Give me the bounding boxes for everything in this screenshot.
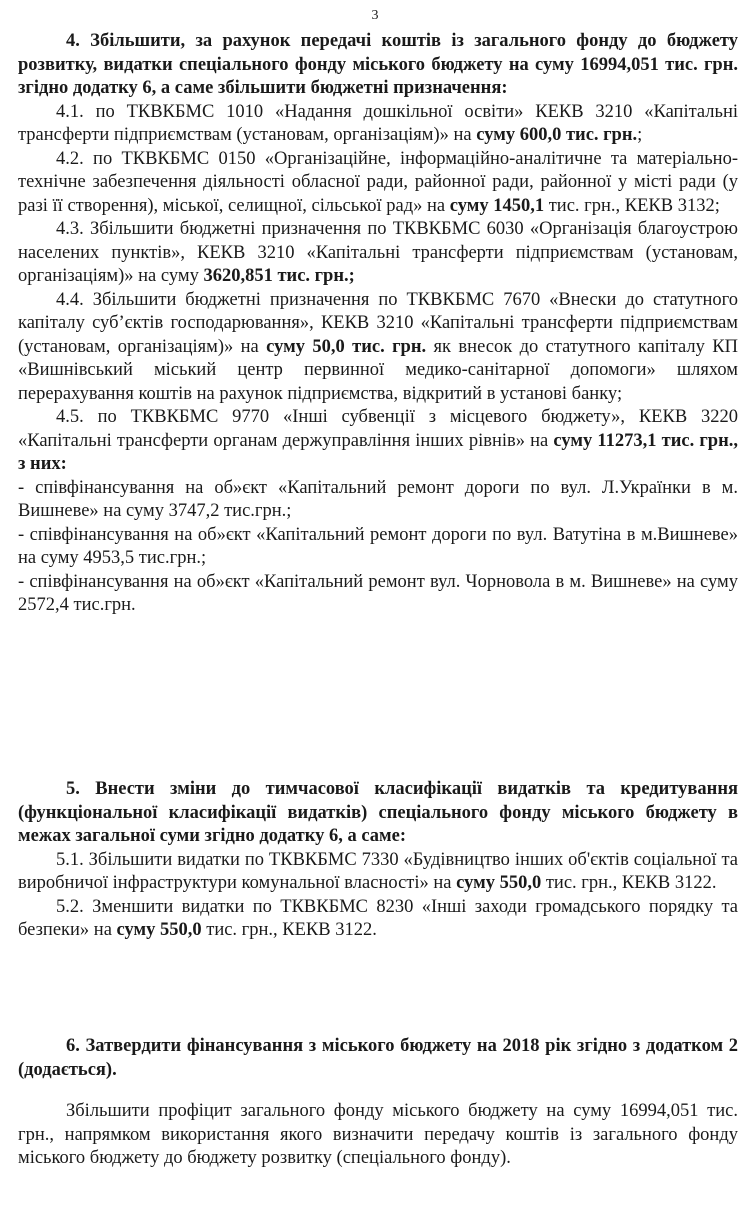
item-5-1: 5.1. Збільшити видатки по ТКВКБМС 7330 «Будівництво інших об'єктів соціальної та виробничої інфраструктури комунальної власності» на суму 550,0 тис. грн., КЕКВ 3122. xyxy=(18,849,738,893)
section-6-heading: 6. Затвердити фінансування з міського бюджету на 2018 рік згідно з додатком 2 (додається). xyxy=(18,1036,738,1080)
section-4 xyxy=(18,30,738,618)
item-4-5: 4.5. по ТКВКБМС 9770 «Інші субвенції з місцевого бюджету», КЕКВ 3220 «Капітальні трансферти органам держуправління інших рівнів» на суму 11273,1 тис. грн., з них: xyxy=(18,407,738,474)
item-4-3: 4.3. Збільшити бюджетні призначення по ТКВКБМС 6030 «Організація благоустрою населених пунктів», КЕКВ 3210 «Капітальні трансферти підприємствам (установам, організаціям)» на суму 3620,851 тис. грн.; xyxy=(18,219,738,286)
item-4-2: 4.2. по ТКВКБМС 0150 «Організаційне, інформаційно-аналітичне та матеріально-технічне забезпечення діяльності обласної ради, районної ради, районної у місті ради (у разі її створення), міської, селищної, сільської рад» на суму 1450,1 тис. грн., КЕКВ 3132; xyxy=(18,148,738,216)
item-5-2: 5.2. Зменшити видатки по ТКВКБМС 8230 «Інші заходи громадського порядку та безпеки» на суму 550,0 тис. грн., КЕКВ 3122. xyxy=(18,896,738,940)
final-paragraph xyxy=(18,1100,738,1171)
subitem-4-5-c: - співфінансування на об»єкт «Капітальний ремонт вул. Чорновола в м. Вишневе» на суму 2572,4 тис.грн. xyxy=(18,571,738,615)
section-5-heading: 5. Внести зміни до тимчасової класифікації видатків та кредитування (функціональної класифікації видатків) спеціального фонду міського бюджету в межах загальної суми згідно додатку 6, а саме: xyxy=(18,779,738,846)
page-number: 3 xyxy=(371,8,379,23)
item-4-4: 4.4. Збільшити бюджетні призначення по ТКВКБМС 7670 «Внески до статутного капіталу суб’єктів господарювання», КЕКВ 3210 «Капітальні трансферти підприємствам (установам, організаціям)» на суму 50,0 тис. грн. як внесок до статутного капіталу КП «Вишнівський міський центр первинної медико-санітарної допомоги» шляхом перерахування коштів на рахунок підприємства, відкритий в установі банку; xyxy=(18,289,738,404)
section-4-heading: 4. Збільшити, за рахунок передачі коштів із загального фонду до бюджету розвитку, видатки спеціального фонду міського бюджету на суму 16994,051 тис. грн. згідно додатку 6, а саме збільшити бюджетні призначення: xyxy=(18,31,738,98)
section-5 xyxy=(18,778,738,943)
item-4-1: 4.1. по ТКВКБМС 1010 «Надання дошкільної освіти» КЕКВ 3210 «Капітальні трансферти підприємствам (установам, організаціям)» на суму 600,0 тис. грн.; xyxy=(18,101,738,145)
section-6 xyxy=(18,1035,738,1082)
final-text: Збільшити профіцит загального фонду міського бюджету на суму 16994,051 тис. грн., напрямком використання якого визначити передачу коштів із загального фонду міського бюджету до бюджету розвитку (спеціального фонду). xyxy=(18,1101,738,1168)
subitem-4-5-b: - співфінансування на об»єкт «Капітальний ремонт дороги по вул. Ватутіна в м.Вишневе» на суму 4953,5 тис.грн.; xyxy=(18,524,738,568)
subitem-4-5-a: - співфінансування на об»єкт «Капітальний ремонт дороги по вул. Л.Українки в м. Вишневе» на суму 3747,2 тис.грн.; xyxy=(18,477,738,521)
